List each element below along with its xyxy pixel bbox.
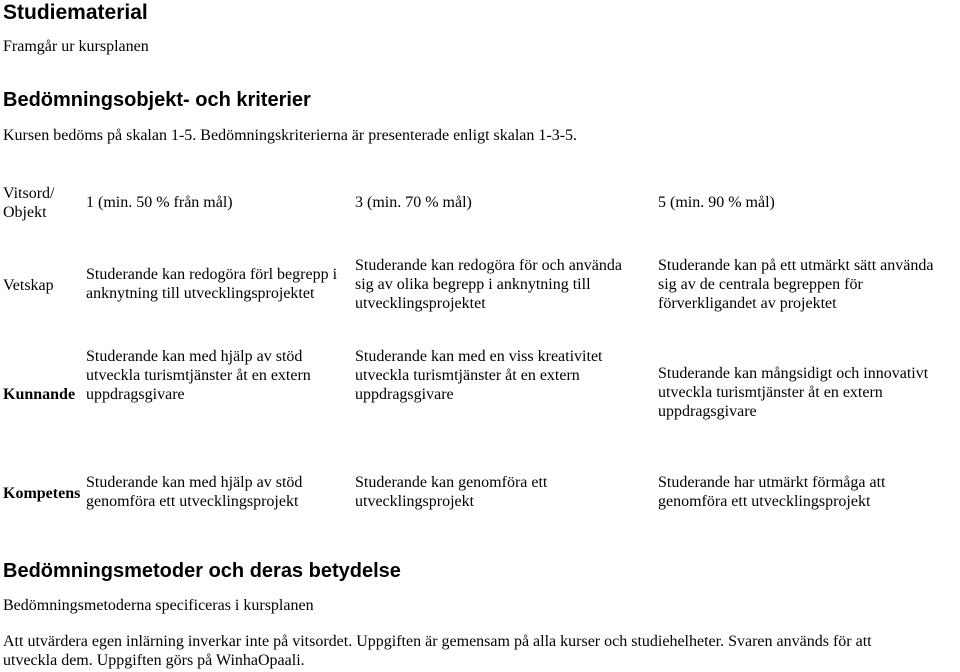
column-header-grade-5: 5 (min. 90 % mål): [658, 194, 775, 211]
row-label-vetskap: Vetskap: [3, 277, 54, 294]
assessment-scale-text: Kursen bedöms på skalan 1-5. Bedömningskriterierna är presenterade enligt skalan 1-3-5.: [3, 127, 578, 144]
table-cell: Studerande kan mångsidigt och innovativt utveckla turismtjänster åt en extern uppdragsgivare: [658, 365, 929, 420]
table-cell: Studerande kan med hjälp av stöd genomföra ett utvecklingsprojekt: [86, 474, 303, 510]
table-cell: Studerande kan på ett utmärkt sätt använda sig av de centrala begreppen för förverkligandet av projektet: [658, 257, 934, 312]
table-cell: Studerande har utmärkt förmåga att genomföra ett utvecklingsprojekt: [658, 474, 886, 510]
study-material-text: Framgår ur kursplanen: [3, 38, 149, 55]
table-cell: Studerande kan med en viss kreativitet utveckla turismtjänster åt en extern uppdragsgivare: [355, 348, 603, 403]
page-title: Studiematerial: [3, 1, 148, 24]
table-cell: Studerande kan med hjälp av stöd utveckla turismtjänster åt en extern uppdragsgivare: [86, 348, 311, 403]
table-corner-header: Vitsord/ Objekt: [3, 185, 55, 221]
row-label-kompetens: Kompetens: [3, 485, 81, 502]
assessment-heading: Bedömningsobjekt- och kriterier: [3, 89, 311, 111]
methods-text: Bedömningsmetoderna specificeras i kursplanen: [3, 597, 314, 614]
row-label-kunnande: Kunnande: [3, 386, 76, 403]
methods-paragraph: Att utvärdera egen inlärning inverkar inte på vitsordet. Uppgiften är gemensam på alla kurser och studiehelheter. Svaren används för att utveckla dem. Uppgiften görs på WinhaOpaali.: [3, 633, 872, 669]
column-header-grade-1: 1 (min. 50 % från mål): [86, 194, 233, 211]
table-cell: Studerande kan redogöra förl begrepp i anknytning till utvecklingsprojektet: [86, 266, 338, 302]
table-cell: Studerande kan redogöra för och använda sig av olika begrepp i anknytning till utvecklingsprojektet: [355, 257, 622, 312]
table-cell: Studerande kan genomföra ett utvecklingsprojekt: [355, 474, 548, 510]
column-header-grade-3: 3 (min. 70 % mål): [355, 194, 472, 211]
methods-heading: Bedömningsmetoder och deras betydelse: [3, 560, 401, 582]
